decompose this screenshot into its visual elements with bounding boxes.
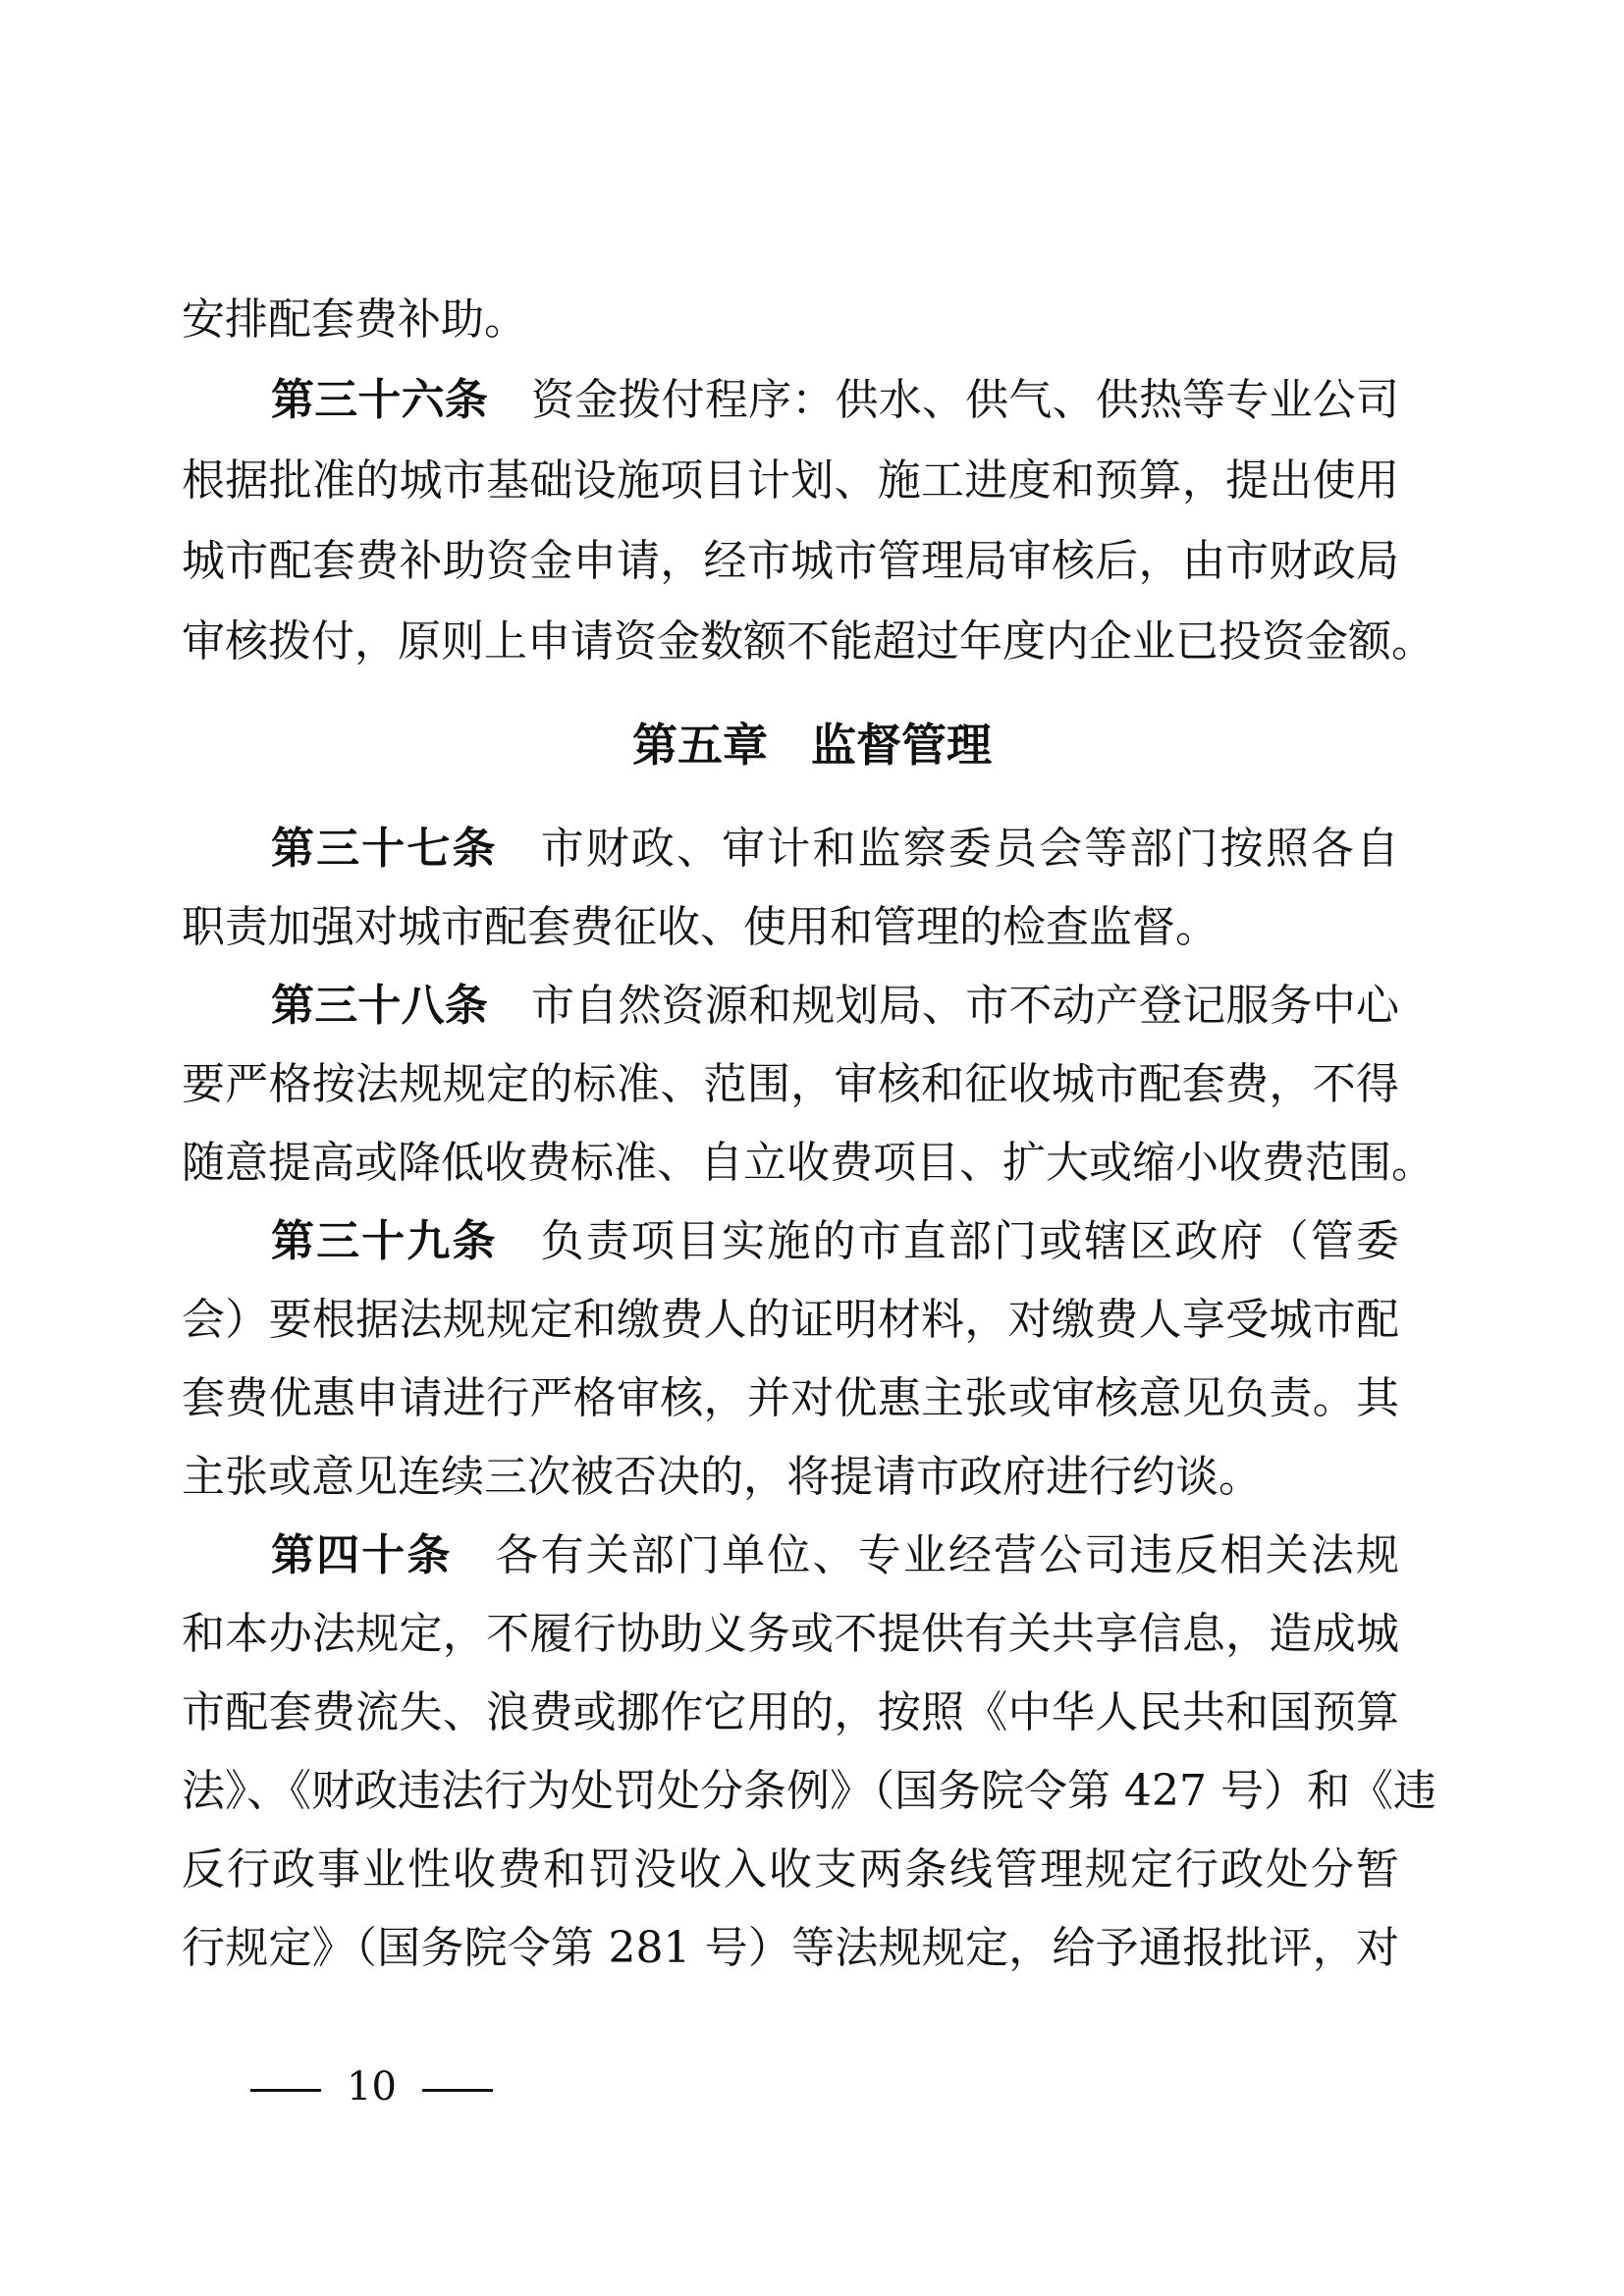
article-36-line: 第三十六条 资金拨付程序：供水、供气、供热等专业公司 — [271, 375, 1400, 425]
chapter-number: 第五章 — [632, 719, 768, 772]
paragraph-line: 法》、《财政违法行为处罚处分条例》（国务院令第 427 号）和《违 — [182, 1766, 1436, 1816]
paragraph-line: 会）要根据法规规定和缴费人的证明材料，对缴费人享受城市配 — [182, 1295, 1399, 1345]
paragraph-line: 行规定》（国务院令第 281 号）等法规规定，给予通报批评，对 — [182, 1923, 1399, 1973]
paragraph-line: 根据批准的城市基础设施项目计划、施工进度和预算，提出使用 — [182, 455, 1399, 506]
paragraph-line: 市配套费流失、浪费或挪作它用的，按照《中华人民共和国预算 — [182, 1687, 1399, 1737]
paragraph-line: 安排配套费补助。 — [182, 294, 527, 345]
footer-dash-left — [250, 2089, 321, 2092]
article-number: 第三十八条 — [271, 981, 489, 1031]
paragraph-line: 反行政事业性收费和罚没收入收支两条线管理规定行政处分暂 — [182, 1844, 1399, 1895]
paragraph-line: 要严格按法规规定的标准、范围，审核和征收城市配套费，不得 — [182, 1059, 1399, 1109]
chapter-title: 监督管理 — [811, 719, 992, 772]
paragraph-line: 职责加强对城市配套费征收、使用和管理的检查监督。 — [182, 902, 1218, 952]
page-number: 10 — [347, 2064, 397, 2109]
article-40-line: 第四十条 各有关部门单位、专业经营公司违反相关法规 — [271, 1530, 1400, 1580]
article-37-line: 第三十七条 市财政、审计和监察委员会等部门按照各自 — [271, 824, 1400, 874]
paragraph-line: 套费优惠申请进行严格审核，并对优惠主张或审核意见负责。其 — [182, 1373, 1399, 1423]
article-39-line: 第三十九条 负责项目实施的市直部门或辖区政府（管委 — [271, 1216, 1400, 1266]
paragraph-line: 和本办法规定，不履行协助义务或不提供有关共享信息，造成城 — [182, 1609, 1399, 1659]
article-number: 第三十九条 — [271, 1216, 498, 1266]
paragraph-line: 主张或意见连续三次被否决的，将提请市政府进行约谈。 — [182, 1452, 1262, 1502]
paragraph-line: 随意提高或降低收费标准、自立收费项目、扩大或缩小收费范围。 — [182, 1138, 1435, 1188]
paragraph-line: 城市配套费补助资金申请，经市城市管理局审核后，由市财政局 — [182, 536, 1399, 586]
paragraph-line: 审核拨付，原则上申请资金数额不能超过年度内企业已投资金额。 — [182, 616, 1435, 667]
article-38-line: 第三十八条 市自然资源和规划局、市不动产登记服务中心 — [271, 981, 1400, 1031]
article-number: 第三十六条 — [271, 375, 489, 425]
article-number: 第三十七条 — [271, 824, 498, 874]
footer-dash-right — [422, 2089, 493, 2092]
chapter-heading — [0, 706, 1624, 784]
page-footer — [250, 2057, 493, 2116]
article-number: 第四十条 — [271, 1530, 453, 1580]
